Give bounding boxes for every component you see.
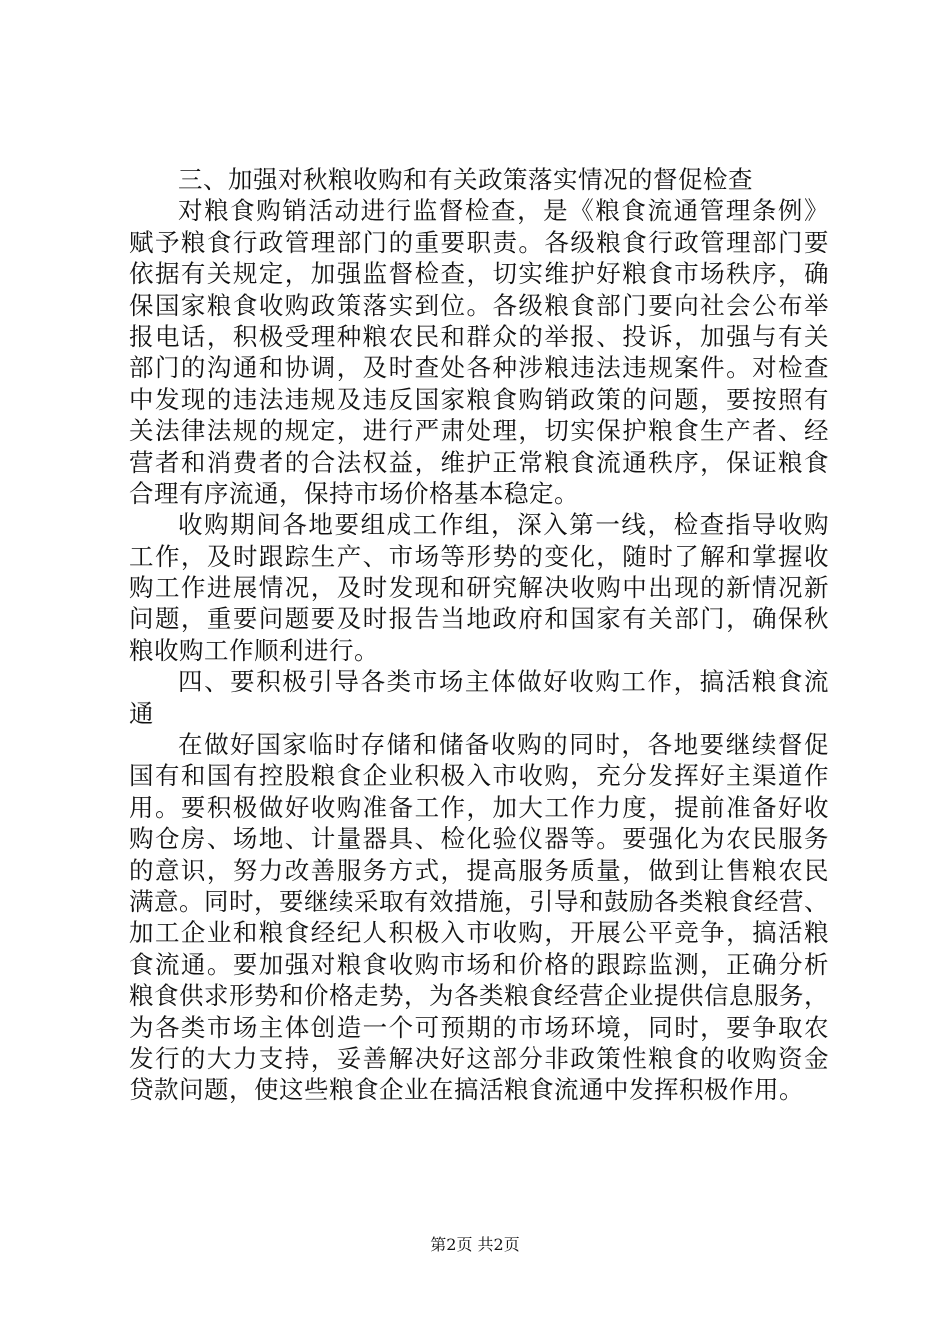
section-heading-4	[129, 666, 829, 729]
section-heading-3	[129, 164, 829, 195]
paragraph-work-groups	[129, 509, 829, 666]
paragraph-line: 国有和国有控股粮食企业积极入市收购，充分发挥好主渠道作	[129, 761, 829, 791]
paragraph-line: 贷款问题，使这些粮食企业在搞活粮食流通中发挥积极作用。	[129, 1075, 804, 1105]
paragraph-line: 购仓房、场地、计量器具、检化验仪器等。要强化为农民服务	[129, 824, 829, 854]
paragraph-line: 报电话，积极受理种粮农民和群众的举报、投诉，加强与有关	[129, 321, 829, 351]
paragraph-line: 粮收购工作顺利进行。	[129, 635, 379, 665]
paragraph-line: 中发现的违法违规及违反国家粮食购销政策的问题，要按照有	[129, 384, 829, 414]
paragraph-line: 依据有关规定，加强监督检查，切实维护好粮食市场秩序，确	[129, 259, 829, 289]
paragraph-line: 为各类市场主体创造一个可预期的市场环境，同时，要争取农	[129, 1012, 829, 1042]
paragraph-line: 发行的大力支持，妥善解决好这部分非政策性粮食的收购资金	[129, 1043, 829, 1073]
paragraph-line: 在做好国家临时存储和储备收购的同时，各地要继续督促	[178, 730, 829, 760]
page-number-footer: 第2页 共2页	[430, 1235, 520, 1254]
heading-line: 三、加强对秋粮收购和有关政策落实情况的督促检查	[178, 165, 753, 194]
document-body	[129, 164, 829, 1106]
paragraph-line: 保国家粮食收购政策落实到位。各级粮食部门要向社会公布举	[129, 290, 829, 320]
paragraph-line: 赋予粮食行政管理部门的重要职责。各级粮食行政管理部门要	[129, 227, 829, 257]
paragraph-line: 营者和消费者的合法权益，维护正常粮食流通秩序，保证粮食	[129, 447, 829, 477]
paragraph-market-entities	[129, 729, 829, 1106]
paragraph-line: 满意。同时，要继续采取有效措施，引导和鼓励各类粮食经营、	[129, 886, 829, 916]
paragraph-line: 用。要积极做好收购准备工作，加大工作力度，提前准备好收	[129, 792, 829, 822]
paragraph-line: 收购期间各地要组成工作组，深入第一线，检查指导收购	[178, 510, 829, 540]
paragraph-line: 食流通。要加强对粮食收购市场和价格的跟踪监测，正确分析	[129, 949, 829, 979]
heading-line: 四、要积极引导各类市场主体做好收购工作，搞活粮食流	[178, 667, 829, 697]
paragraph-line: 合理有序流通，保持市场价格基本稳定。	[129, 478, 579, 508]
paragraph-line: 加工企业和粮食经纪人积极入市收购，开展公平竞争，搞活粮	[129, 918, 829, 948]
paragraph-line: 对粮食购销活动进行监督检查，是《粮食流通管理条例》	[178, 196, 829, 226]
paragraph-line: 部门的沟通和协调，及时查处各种涉粮违法违规案件。对检查	[129, 353, 829, 383]
heading-line: 通	[129, 698, 154, 728]
paragraph-line: 问题，重要问题要及时报告当地政府和国家有关部门，确保秋	[129, 604, 829, 634]
paragraph-line: 粮食供求形势和价格走势，为各类粮食经营企业提供信息服务，	[129, 981, 829, 1011]
paragraph-line: 的意识，努力改善服务方式，提高服务质量，做到让售粮农民	[129, 855, 829, 885]
paragraph-line: 购工作进展情况，及时发现和研究解决收购中出现的新情况新	[129, 573, 829, 603]
paragraph-line: 工作，及时跟踪生产、市场等形势的变化，随时了解和掌握收	[129, 541, 829, 571]
paragraph-supervision	[129, 195, 829, 509]
paragraph-line: 关法律法规的规定，进行严肃处理，切实保护粮食生产者、经	[129, 416, 829, 446]
